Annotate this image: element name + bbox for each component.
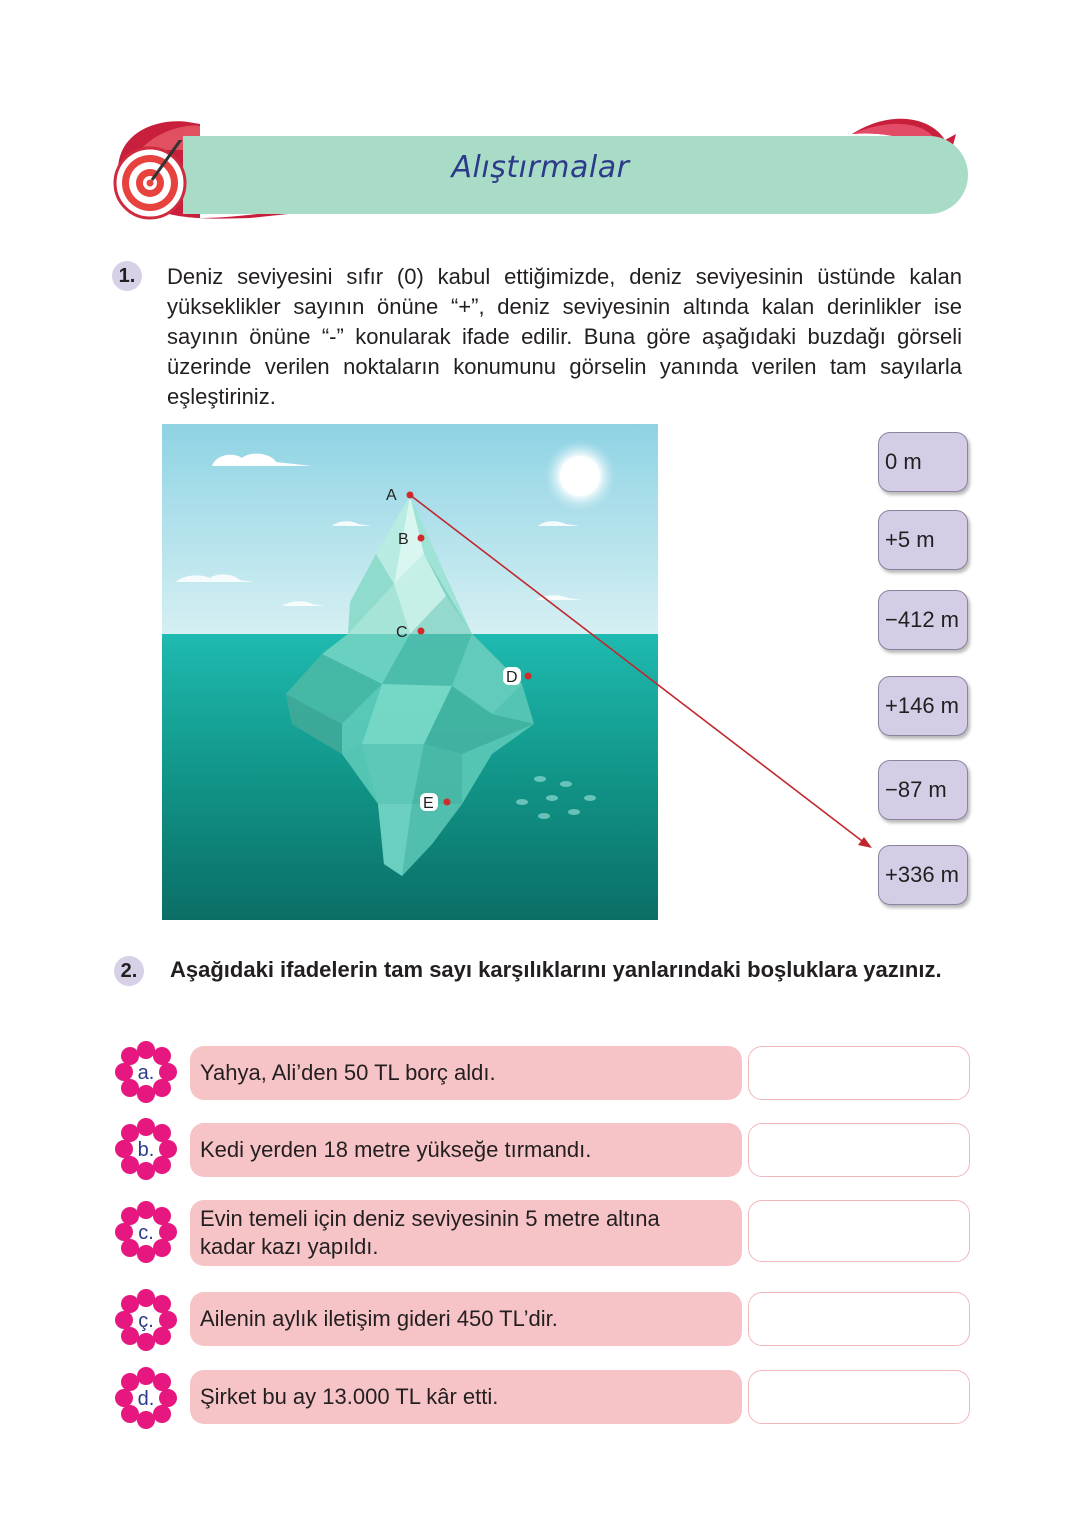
value-box[interactable]: −412 m (878, 590, 968, 650)
point-label-C: C (396, 624, 408, 641)
value-box[interactable]: 0 m (878, 432, 968, 492)
statement-text: Şirket bu ay 13.000 TL kâr etti. (190, 1370, 742, 1424)
question-1-text: Deniz seviyesini sıfır (0) kabul ettiğimizde, deniz seviyesinin üstünde kalan yükseklikler sayının önüne “+”, deniz seviyesinin altında kalan derinlikler ise sayının önüne “-” konularak ifade edilir. Buna göre aşağıdaki buzdağı görseli üzerinde verilen noktaların konumunu görselin yanında verilen tam sayılarla eşleştiriniz. (167, 264, 962, 409)
question-2-text: Aşağıdaki ifadelerin tam sayı karşılıklarını yanlarındaki boşluklara yazınız. (170, 957, 942, 982)
point-label-B: B (398, 531, 409, 548)
flower-icon (110, 1040, 180, 1104)
question-2-number: 2. (114, 956, 144, 986)
answer-box-a[interactable] (748, 1046, 970, 1100)
statement-row-d (110, 1370, 980, 1424)
item-letter: c. (138, 1222, 154, 1244)
statement-row-c (110, 1200, 980, 1266)
matching-arrow (400, 480, 880, 860)
value-box[interactable]: +146 m (878, 676, 968, 736)
flower-icon (110, 1117, 180, 1181)
item-letter: d. (137, 1388, 155, 1410)
value-box[interactable]: −87 m (878, 760, 968, 820)
point-label-D: D (506, 669, 518, 686)
target-icon (108, 140, 194, 222)
value-box[interactable]: +336 m (878, 845, 968, 905)
question-1-number: 1. (112, 261, 142, 291)
statement-row-a (110, 1046, 980, 1100)
statement-text: Kedi yerden 18 metre yükseğe tırmandı. (190, 1123, 742, 1177)
statement-row-b (110, 1123, 980, 1177)
point-label-E: E (423, 795, 434, 812)
point-label-A: A (386, 487, 397, 504)
statement-text: Yahya, Ali’den 50 TL borç aldı. (190, 1046, 742, 1100)
item-letter: ç. (138, 1310, 154, 1332)
flower-icon (110, 1200, 180, 1264)
answer-box-cc[interactable] (748, 1292, 970, 1346)
flower-icon (110, 1366, 180, 1430)
item-letter: b. (137, 1139, 155, 1161)
statement-text: Ailenin aylık iletişim gideri 450 TL’dir. (190, 1292, 742, 1346)
page-title: Alıştırmalar (451, 150, 630, 185)
value-box[interactable]: +5 m (878, 510, 968, 570)
item-letter: a. (137, 1062, 155, 1084)
answer-box-d[interactable] (748, 1370, 970, 1424)
flower-icon (110, 1288, 180, 1352)
answer-box-c[interactable] (748, 1200, 970, 1262)
statement-text: Evin temeli için deniz seviyesinin 5 metre altına kadar kazı yapıldı. (190, 1200, 742, 1266)
statement-row-cc (110, 1292, 980, 1346)
answer-box-b[interactable] (748, 1123, 970, 1177)
